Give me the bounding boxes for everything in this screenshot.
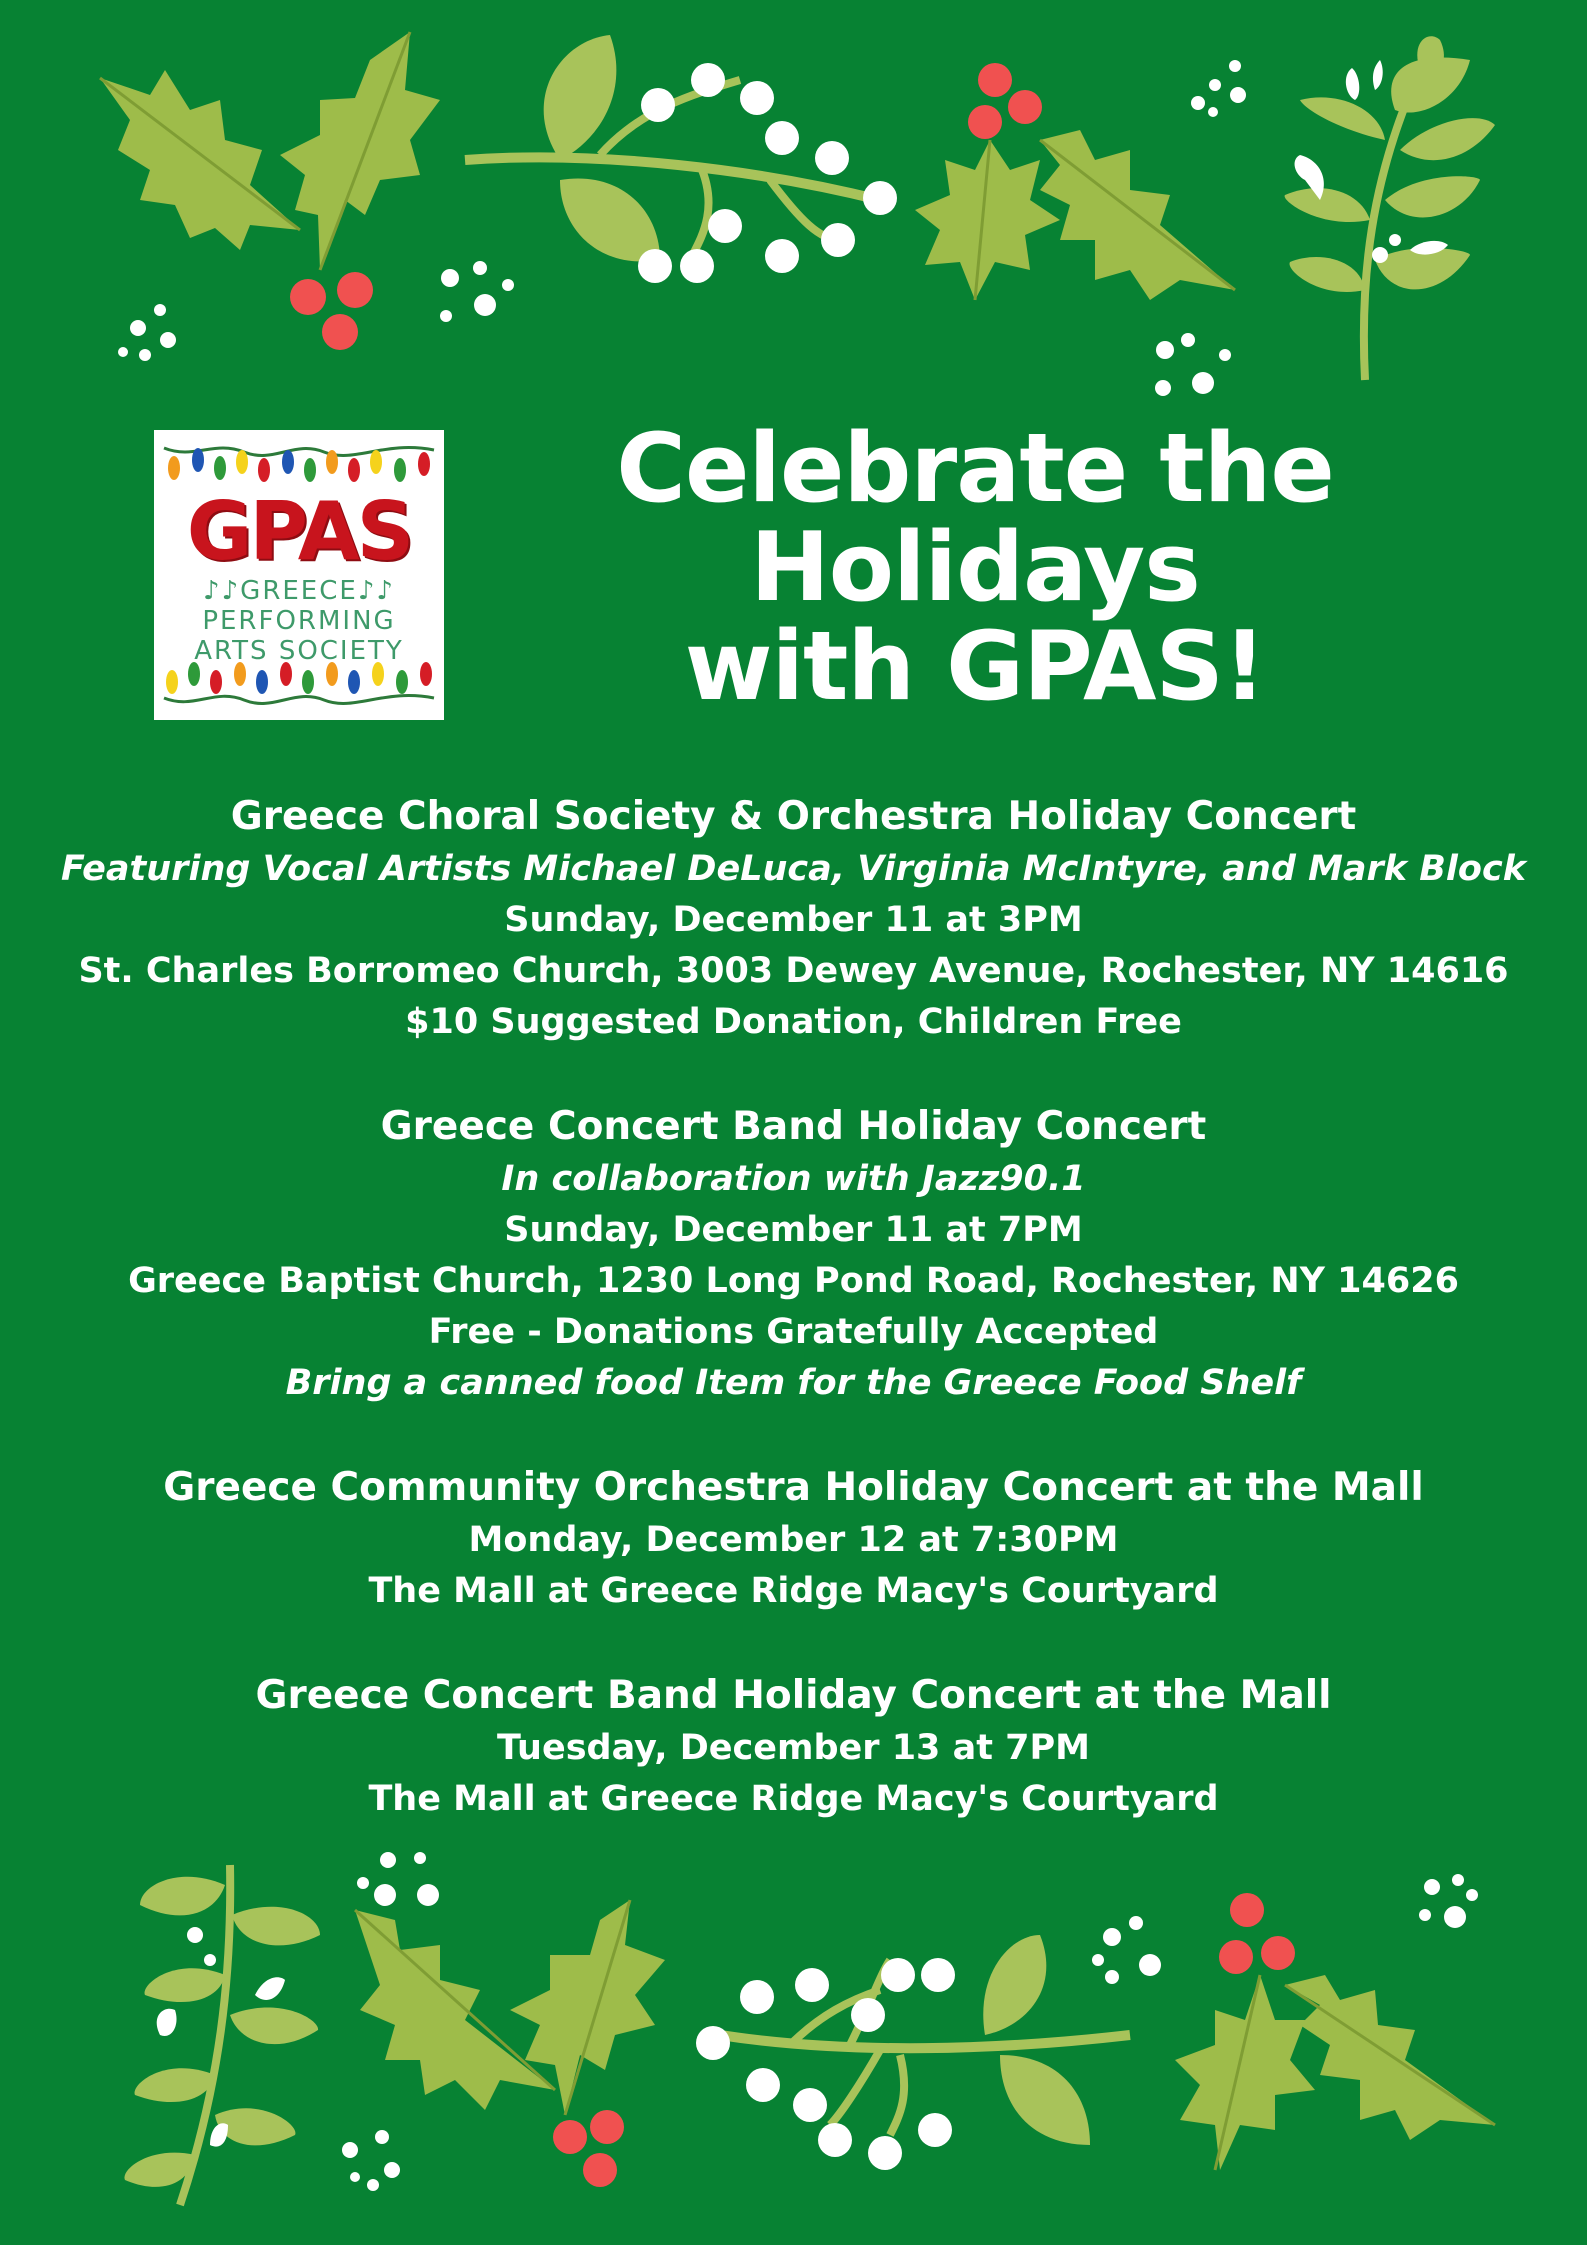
holly-berries-icon [553, 2110, 624, 2187]
event-datetime: Monday, December 12 at 7:30PM [468, 1520, 1119, 1560]
event-datetime: Sunday, December 11 at 7PM [504, 1210, 1083, 1250]
holly-leaf-icon [280, 32, 440, 270]
event-title: Greece Concert Band Holiday Concert [380, 1104, 1207, 1149]
event-datetime: Sunday, December 11 at 3PM [504, 900, 1083, 940]
holly-berries-icon [968, 63, 1042, 139]
holly-leaf-icon [100, 70, 300, 250]
event-title: Greece Community Orchestra Holiday Concert at the Mall [163, 1465, 1424, 1510]
event-location: The Mall at Greece Ridge Macy's Courtyard [368, 1571, 1219, 1611]
event-item [60, 790, 1527, 1048]
holly-decoration-bottom [0, 1825, 1587, 2245]
holly-decoration-top [0, 0, 1587, 420]
event-location: Greece Baptist Church, 1230 Long Pond Road, Rochester, NY 14626 [128, 1261, 1459, 1301]
logo-line-arts-society: ARTS SOCIETY [194, 636, 404, 666]
holly-leaf-icon [1175, 1975, 1315, 2170]
holly-leaf-icon [915, 140, 1060, 300]
leafy-branch-icon [1285, 36, 1495, 380]
event-location: St. Charles Borromeo Church, 3003 Dewey Avenue, Rochester, NY 14616 [78, 951, 1509, 991]
event-list [60, 790, 1527, 1877]
headline-line-1: Celebrate the [616, 414, 1334, 524]
event-item [60, 1461, 1527, 1617]
event-featuring: Featuring Vocal Artists Michael DeLuca, Virginia McIntyre, and Mark Block [60, 849, 1526, 889]
event-featuring: In collaboration with Jazz90.1 [501, 1159, 1086, 1199]
holly-berries-icon [1219, 1893, 1295, 1974]
logo-line-performing: PERFORMING [202, 606, 396, 636]
holly-leaf-icon [1285, 1975, 1495, 2140]
event-note: Bring a canned food Item for the Greece Food Shelf [285, 1363, 1302, 1403]
event-datetime: Tuesday, December 13 at 7PM [497, 1728, 1090, 1768]
event-location: The Mall at Greece Ridge Macy's Courtyard [368, 1779, 1219, 1819]
event-title: Greece Concert Band Holiday Concert at the Mall [255, 1673, 1332, 1718]
event-price: Free - Donations Gratefully Accepted [428, 1312, 1159, 1352]
gpas-logo [154, 430, 444, 720]
event-item [60, 1100, 1527, 1409]
mistletoe-branch-icon [465, 35, 897, 283]
mistletoe-branch-icon [696, 1935, 1130, 2170]
logo-line-greece: ♪♪GREECE♪♪ [202, 576, 396, 606]
page-title [560, 414, 1390, 722]
event-price: $10 Suggested Donation, Children Free [405, 1002, 1182, 1042]
headline-line-3: with GPAS! [684, 612, 1266, 722]
holly-berries-icon [290, 272, 373, 350]
leafy-branch-icon [124, 1865, 320, 2205]
event-title: Greece Choral Society & Orchestra Holiday Concert [230, 794, 1357, 839]
event-item [60, 1669, 1527, 1825]
headline-line-2: Holidays [750, 513, 1200, 623]
holly-leaf-icon [1040, 130, 1235, 300]
logo-letters: GPAS [186, 485, 412, 578]
